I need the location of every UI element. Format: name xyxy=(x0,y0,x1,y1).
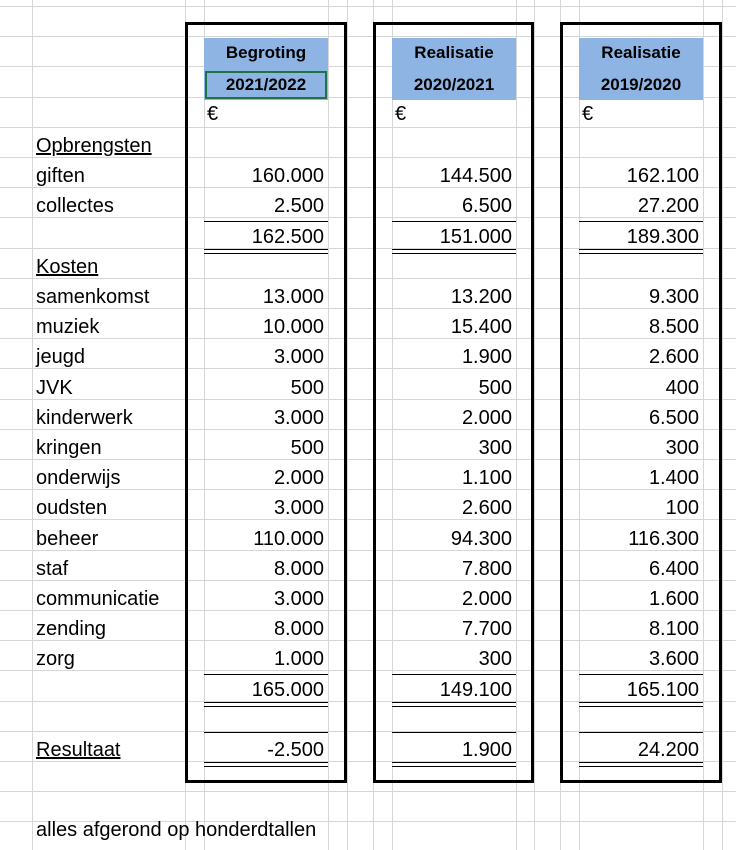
cell-value: 2.600 xyxy=(648,346,699,368)
column-header-period: 2020/2021 xyxy=(413,75,495,94)
cell-value: 116.300 xyxy=(628,528,699,550)
section-heading: Resultaat xyxy=(36,739,121,761)
currency-symbol: € xyxy=(582,103,594,125)
double-underline xyxy=(392,249,516,254)
cell-value: 1.900 xyxy=(461,346,512,368)
cell-value: 2.000 xyxy=(461,588,512,610)
cell-value: 13.000 xyxy=(262,286,324,308)
cell-value: 8.000 xyxy=(273,558,324,580)
row-label: onderwijs xyxy=(36,467,121,489)
subtotal-value: 151.000 xyxy=(439,226,512,248)
row-label: collectes xyxy=(36,195,114,217)
column-header-title: Realisatie xyxy=(601,43,681,62)
cell-value: 2.600 xyxy=(461,497,512,519)
cell-value: 6.500 xyxy=(461,195,512,217)
cell-value: 8.500 xyxy=(648,316,699,338)
cell-value: 300 xyxy=(478,437,512,459)
cell-value: 300 xyxy=(665,437,699,459)
cell-value: 10.000 xyxy=(262,316,324,338)
single-underline xyxy=(392,732,516,733)
double-underline xyxy=(579,702,703,707)
cell-value: 9.300 xyxy=(648,286,699,308)
cell-value: 500 xyxy=(290,437,324,459)
cell-value: 3.000 xyxy=(273,497,324,519)
cell-value: 3.000 xyxy=(273,407,324,429)
double-underline xyxy=(392,702,516,707)
cell-value: 1.600 xyxy=(648,588,699,610)
cell-value: 500 xyxy=(290,377,324,399)
row-label: zorg xyxy=(36,648,75,670)
cell-value: 1.400 xyxy=(648,467,699,489)
cell-value: 94.300 xyxy=(450,528,512,550)
row-label: beheer xyxy=(36,528,99,550)
section-heading: Kosten xyxy=(36,256,99,278)
cell-value: 500 xyxy=(478,377,512,399)
cell-value: 300 xyxy=(478,648,512,670)
double-underline xyxy=(392,762,516,767)
column-header[interactable] xyxy=(204,38,328,100)
cell-value: 160.000 xyxy=(251,165,324,187)
cell-value: 3.600 xyxy=(648,648,699,670)
result-value: 1.900 xyxy=(461,739,512,761)
single-underline xyxy=(579,732,703,733)
cell-value: 7.800 xyxy=(461,558,512,580)
subtotal-value: 165.100 xyxy=(626,679,699,701)
cell-value: 3.000 xyxy=(273,346,324,368)
cell-value: 3.000 xyxy=(273,588,324,610)
column-header-title: Begroting xyxy=(225,43,307,62)
subtotal-value: 149.100 xyxy=(439,679,512,701)
double-underline xyxy=(579,249,703,254)
gridline-horizontal xyxy=(0,6,736,7)
cell-value: 144.500 xyxy=(439,165,512,187)
double-underline xyxy=(204,249,328,254)
row-label: samenkomst xyxy=(36,286,150,308)
cell-value: 15.400 xyxy=(450,316,512,338)
row-label: muziek xyxy=(36,316,100,338)
row-label: zending xyxy=(36,618,107,640)
row-label: kinderwerk xyxy=(36,407,133,429)
single-underline xyxy=(204,732,328,733)
cell-value: 2.000 xyxy=(273,467,324,489)
cell-value: 100 xyxy=(665,497,699,519)
column-header[interactable] xyxy=(579,38,703,100)
currency-symbol: € xyxy=(207,103,219,125)
double-underline xyxy=(204,762,328,767)
subtotal-value: 162.500 xyxy=(251,226,324,248)
subtotal-value: 165.000 xyxy=(251,679,324,701)
row-label: communicatie xyxy=(36,588,160,610)
cell-value: 13.200 xyxy=(450,286,512,308)
cell-value: 7.700 xyxy=(461,618,512,640)
section-heading: Opbrengsten xyxy=(36,135,152,157)
cell-value: 400 xyxy=(665,377,699,399)
double-underline xyxy=(579,762,703,767)
subtotal-value: 189.300 xyxy=(626,226,699,248)
currency-symbol: € xyxy=(395,103,407,125)
row-label: giften xyxy=(36,165,85,187)
result-value: 24.200 xyxy=(637,739,699,761)
cell-value: 2.000 xyxy=(461,407,512,429)
cell-value: 2.500 xyxy=(273,195,324,217)
cell-value: 27.200 xyxy=(637,195,699,217)
cell-value: 162.100 xyxy=(626,165,699,187)
column-header[interactable] xyxy=(392,38,516,100)
cell-value: 6.400 xyxy=(648,558,699,580)
cell-value: 6.500 xyxy=(648,407,699,429)
cell-value: 1.100 xyxy=(461,467,512,489)
result-value: -2.500 xyxy=(267,739,324,761)
column-header-title: Realisatie xyxy=(414,43,494,62)
row-label: oudsten xyxy=(36,497,108,519)
column-header-period[interactable]: 2021/2022 xyxy=(204,70,328,100)
footnote: alles afgerond op honderdtallen xyxy=(36,819,317,841)
cell-value: 8.000 xyxy=(273,618,324,640)
row-label: jeugd xyxy=(36,346,85,368)
gridline-horizontal xyxy=(0,791,736,792)
column-header-period: 2019/2020 xyxy=(600,75,682,94)
cell-value: 110.000 xyxy=(253,528,324,550)
row-label: JVK xyxy=(36,377,73,399)
double-underline xyxy=(204,702,328,707)
row-label: kringen xyxy=(36,437,102,459)
cell-value: 1.000 xyxy=(273,648,324,670)
row-label: staf xyxy=(36,558,69,580)
cell-value: 8.100 xyxy=(648,618,699,640)
